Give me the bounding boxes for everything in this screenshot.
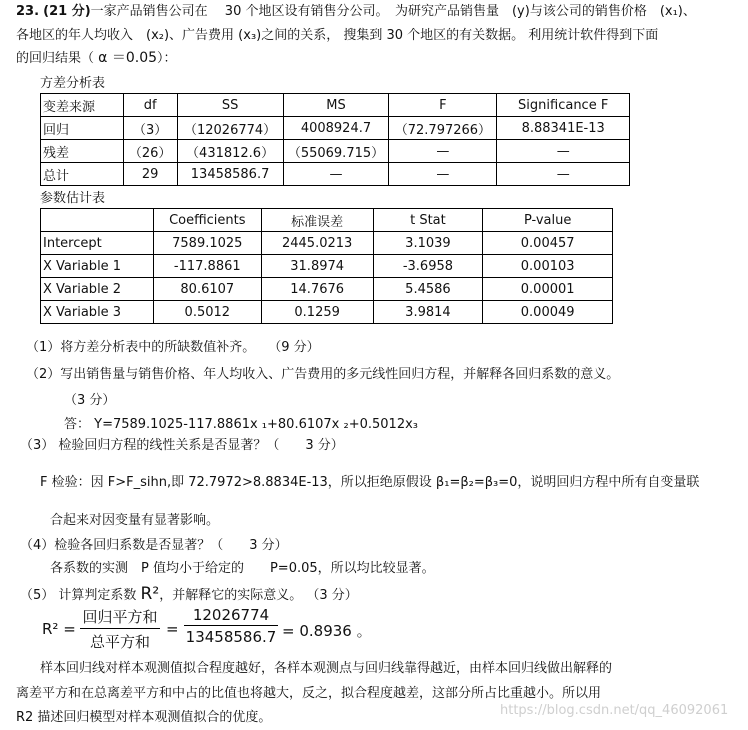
params-cell: 80.6107 (153, 278, 261, 301)
question-number: 23. (16, 4, 40, 19)
anova-table (40, 93, 630, 186)
formula-denominator-value: 13458586.7 (185, 628, 277, 646)
anova-cell: （431812.6） (177, 140, 283, 163)
params-table (40, 208, 613, 324)
params-header (41, 209, 154, 232)
anova-cell: 13458586.7 (177, 163, 283, 186)
anova-cell: — (497, 163, 630, 186)
question-2: （2）写出销售量与销售价格、年人均收入、广告费用的多元线性回归方程，并解释各回归系数的意义。 (26, 367, 620, 382)
anova-header: SS (177, 94, 283, 117)
question-3: （3） 检验回归方程的线性关系是否显著？（ 3 分） (20, 438, 344, 453)
params-cell: 3.9814 (373, 301, 483, 324)
params-cell: 14.7676 (261, 278, 373, 301)
anova-cell: （55069.715） (283, 140, 389, 163)
explanation-line1: 样本回归线对样本观测值拟合程度越好，各样本观测点与回归线靠得越近，由样本回归线做出解释的 (40, 661, 613, 676)
anova-cell: — (389, 140, 497, 163)
params-row (41, 232, 613, 255)
params-header: P-value (483, 209, 613, 232)
params-cell: 0.5012 (153, 301, 261, 324)
params-cell: 0.00457 (483, 232, 613, 255)
params-cell: 0.00049 (483, 301, 613, 324)
params-header-row (41, 209, 613, 232)
anova-header-row (41, 94, 630, 117)
params-cell: X Variable 2 (41, 278, 154, 301)
r-squared-symbol: R² (140, 584, 160, 604)
params-cell: 0.00103 (483, 255, 613, 278)
anova-cell: （12026774） (177, 117, 283, 140)
question-1: （1）将方差分析表中的所缺数值补齐。 （9 分） (26, 340, 320, 355)
params-cell: 31.8974 (261, 255, 373, 278)
params-cell: -3.6958 (373, 255, 483, 278)
anova-cell: （72.797266） (389, 117, 497, 140)
params-header: t Stat (373, 209, 483, 232)
formula-result: = 0.8936 。 (282, 622, 372, 640)
formula-denominator-words: 总平方和 (89, 633, 150, 651)
question-intro-line3 (16, 47, 177, 67)
anova-header: Significance F (497, 94, 630, 117)
params-cell: 0.00001 (483, 278, 613, 301)
params-cell: 5.4586 (373, 278, 483, 301)
params-cell: 0.1259 (261, 301, 373, 324)
anova-row (41, 140, 630, 163)
params-cell: -117.8861 (153, 255, 261, 278)
answer-4: 各系数的实测 P 值均小于给定的 P=0.05，所以均比较显著。 (50, 561, 435, 576)
question-5 (20, 584, 358, 604)
anova-cell: 回归 (41, 117, 124, 140)
params-cell: 7589.1025 (153, 232, 261, 255)
anova-cell: — (283, 163, 389, 186)
anova-cell: （26） (123, 140, 177, 163)
question-intro-line1 (16, 0, 696, 19)
question-5-text-b: ，并解释它的实际意义。 （3 分） (159, 588, 358, 603)
anova-cell: 4008924.7 (283, 117, 389, 140)
params-title: 参数估计表 (40, 191, 106, 206)
question-4: （4）检验各回归系数是否显著？（ 3 分） (20, 538, 288, 553)
formula-numerator-value: 12026774 (184, 606, 278, 626)
anova-row (41, 163, 630, 186)
formula-equals: = (166, 620, 179, 638)
params-row (41, 278, 613, 301)
answer-3-line1: F 检验：因 F>F_sihn,即 72.7972>8.8834E-13，所以拒绝原假设 β₁=β₂=β₃=0，说明回归方程中所有自变量联 (40, 475, 700, 490)
params-row (41, 255, 613, 278)
answer-2-equation: 答： Y=7589.1025-117.8861x ₁+80.6107x ₂+0.5012x₃ (64, 417, 418, 432)
answer-3-line2: 合起来对因变量有显著影响。 (50, 513, 220, 528)
anova-cell: 残差 (41, 140, 124, 163)
intro-text-2: 各地区的年人均收入 (x₂)、广告费用 (x₃)之间的关系， 搜集到 30 个地区的有关数据。 利用统计软件得到下面 (16, 28, 659, 43)
params-header: Coefficients (153, 209, 261, 232)
intro-text-3b: ）： (157, 51, 177, 66)
question-2-points: （3 分） (64, 393, 116, 408)
params-row (41, 301, 613, 324)
anova-header: df (123, 94, 177, 117)
question-5-text-a: （5） 计算判定系数 (20, 588, 137, 603)
intro-text-3a: 的回归结果（ (16, 51, 95, 66)
formula-lhs: R² = (42, 620, 76, 638)
anova-title: 方差分析表 (40, 76, 106, 91)
params-cell: Intercept (41, 232, 154, 255)
anova-header: 变差来源 (41, 94, 124, 117)
anova-row (41, 117, 630, 140)
anova-header: F (389, 94, 497, 117)
question-points: (21 分) (43, 4, 91, 19)
formula-fraction-words (80, 606, 160, 652)
formula-fraction-values (184, 606, 278, 646)
formula-numerator-words: 回归平方和 (80, 606, 160, 629)
watermark: https://blog.csdn.net/qq_46092061 (500, 703, 729, 718)
params-cell: X Variable 3 (41, 301, 154, 324)
explanation-line2: 离差平方和在总离差平方和中占的比值也将越大，反之，拟合程度越差，这部分所占比重越小。所以用 (16, 686, 602, 701)
explanation-line3: R2 描述回归模型对样本观测值拟合的优度。 (16, 710, 272, 725)
anova-cell: — (497, 140, 630, 163)
anova-header: MS (283, 94, 389, 117)
params-header: 标准误差 (261, 209, 373, 232)
anova-cell: 总计 (41, 163, 124, 186)
alpha-value: α ＝0.05 (98, 50, 158, 66)
params-cell: 3.1039 (373, 232, 483, 255)
anova-cell: 8.88341E-13 (497, 117, 630, 140)
anova-cell: — (389, 163, 497, 186)
params-cell: 2445.0213 (261, 232, 373, 255)
intro-text-1: 一家产品销售公司在 30 个地区设有销售分公司。 为研究产品销售量 (y)与该公司的销售价格 (x₁)、 (90, 4, 696, 19)
anova-cell: （3） (123, 117, 177, 140)
params-cell: X Variable 1 (41, 255, 154, 278)
anova-cell: 29 (123, 163, 177, 186)
